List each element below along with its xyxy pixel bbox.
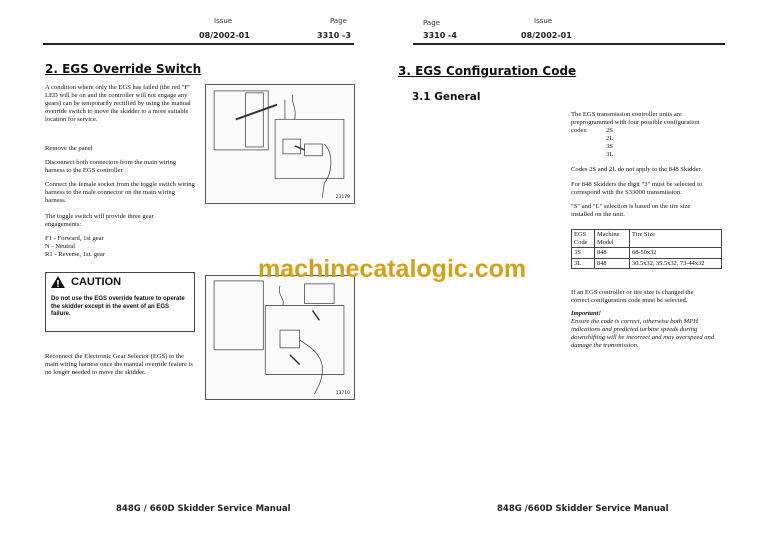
table-cell: 3L: [572, 258, 595, 269]
header-rule: [43, 43, 354, 45]
figure-number: 13710: [335, 391, 350, 396]
code-item: 2S: [606, 127, 613, 134]
page-label: Page: [423, 19, 440, 27]
connector-drawing-icon: [206, 276, 354, 399]
reconnect-text: Reconnect the Electronic Gear Selector (EGS) to the main wiring harness once the manual override feature is no longer needed to move the skidder.: [45, 353, 193, 376]
header-cell: Tire Size: [630, 230, 722, 248]
important-label: Important!: [571, 310, 602, 317]
table-row: [572, 248, 722, 259]
section-title: 3. EGS Configuration Code: [398, 64, 577, 78]
gear-f1: F1 - Forward, 1st gear: [45, 235, 104, 242]
table-cell: 68-50x32: [630, 248, 722, 259]
issue-value: 08/2002-01: [199, 31, 250, 40]
figure-override-switch-location: [205, 84, 355, 204]
para-selection: "S" and "L" selection is based on the tire size installed on the unit.: [571, 203, 691, 218]
table-cell: 30.5x32, 35.5x32, 73-44x32: [630, 258, 722, 269]
section-title: 2. EGS Override Switch: [45, 62, 202, 76]
header-cell: EGS Code: [572, 230, 595, 248]
step-3: Connect the female socket from the toggle switch wiring harness to the male connector on the main wiring harness.: [45, 181, 195, 204]
page-value: 3310 -3: [317, 31, 351, 40]
header-rule: [413, 43, 725, 45]
caution-title: CAUTION: [71, 276, 122, 288]
intro-text: A condition where only the EGS has failed (the red "F" LED will be on and the controller will not engage any gears) can be temporarily rectified by using the manual override switch to move the skidder to a more suitable location for service.: [45, 84, 191, 123]
code-item: 2L: [606, 135, 614, 142]
caution-box: [45, 272, 195, 332]
para-change: If an EGS controller or tire size is changed the correct configuration code must be selected.: [571, 289, 694, 304]
important-text: Ensure the code is correct, otherwise both MPH indications and predicted turbine speeds during downshifting will be incorrect and may overspeed and damage the transmission.: [571, 318, 715, 349]
page-value: 3310 -4: [423, 31, 457, 40]
figure-number: 23179: [335, 195, 350, 200]
figure-connector: [205, 275, 355, 400]
right-footer: 848G /660D Skidder Service Manual: [497, 504, 669, 514]
caution-text: Do not use the EGS override feature to operate the skidder except in the event of an EGS failure.: [51, 296, 185, 317]
gear-list: [45, 235, 105, 259]
table-row: [572, 258, 722, 269]
para-codes: Codes 2S and 2L do not apply to the 848 Skidder.: [571, 166, 703, 173]
step-2: Disconnect both connectors from the main wiring harness to the EGS controller: [45, 159, 177, 174]
gear-r1: R1 - Reverse, 1st. gear: [45, 251, 106, 258]
watermark: machinecatalogic.com: [258, 255, 527, 283]
table-header-row: [572, 230, 722, 248]
codes-list: [606, 127, 613, 159]
table-cell: 848: [595, 248, 630, 259]
config-table: [571, 229, 722, 269]
para-digit: For 848 Skidders the digit "3" must be selected to correspond with the S33000 transmission.: [571, 181, 703, 196]
issue-label: Issue: [214, 17, 233, 25]
issue-value: 08/2002-01: [521, 31, 572, 40]
issue-label: Issue: [534, 17, 553, 25]
page-label: Page: [330, 17, 347, 25]
table-cell: 3S: [572, 248, 595, 259]
warning-triangle-icon: [51, 276, 65, 288]
codes-label: codes:: [571, 127, 588, 134]
subsection-title: 3.1 General: [412, 91, 481, 103]
step-4: The toggle switch will provide three gear engagements:: [45, 213, 154, 228]
machine-drawing-icon: [206, 85, 354, 203]
header-cell: Machine Model: [595, 230, 630, 248]
left-footer: 848G / 660D Skidder Service Manual: [116, 504, 291, 514]
code-item: 3L: [606, 151, 614, 158]
code-item: 3S: [606, 143, 613, 150]
intro-text: The EGS transmission controller units are preprogrammed with four possible configuration: [571, 111, 700, 126]
gear-n: N - Neutral: [45, 243, 76, 250]
table-cell: 848: [595, 258, 630, 269]
step-1: Remove the panel: [45, 145, 93, 152]
